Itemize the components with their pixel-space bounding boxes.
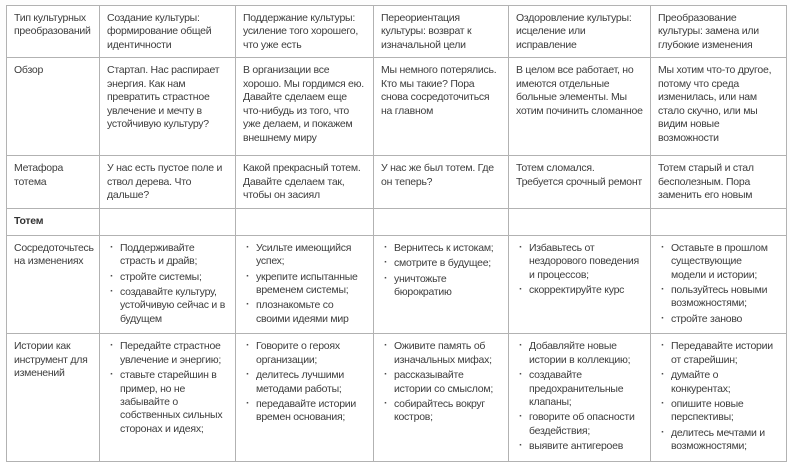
table-row [7, 235, 787, 334]
table-row [7, 156, 787, 208]
bullet-item: · Поддерживайте страсть и драйв; [120, 242, 228, 269]
bullet-item: · создавайте предохранительные клапаны; [529, 369, 643, 409]
bullet-item: · Передавайте истории от старейшин; [671, 340, 779, 367]
table-cell [100, 208, 236, 235]
table-cell [374, 235, 509, 334]
table-cell [100, 334, 236, 462]
bullet-item: · стройте системы; [120, 271, 228, 284]
bullet-list [516, 242, 643, 298]
bullet-item: · думайте о конкурентах; [671, 369, 779, 396]
row-label: Истории как инструмент для изменений [7, 334, 100, 462]
bullet-item: · Вернитесь к истокам; [394, 242, 501, 255]
bullet-item: · скорректируйте курс [529, 284, 643, 297]
column-header: Создание культуры: формирование общей идентичности [100, 6, 236, 58]
bullet-item: · пользуйтесь новыми возможностями; [671, 284, 779, 311]
bullet-item: · собирайтесь вокруг костров; [394, 398, 501, 425]
table-cell: У нас есть пустое поле и ствол дерева. Что дальше? [100, 156, 236, 208]
row-label: Сосредоточьтесь на изменениях [7, 235, 100, 334]
bullet-item: · выявите антигероев [529, 440, 643, 453]
table-cell [509, 334, 651, 462]
bullet-item: · Добавляйте новые истории в коллекцию; [529, 340, 643, 367]
row-label: Обзор [7, 58, 100, 156]
bullet-item: · передавайте истории времен основания; [256, 398, 366, 425]
bullet-item: · укрепите испытанные временем системы; [256, 271, 366, 298]
row-label: Тотем [7, 208, 100, 235]
table-cell: Тотем сломался. Требуется срочный ремонт [509, 156, 651, 208]
bullet-list [658, 242, 779, 327]
bullet-item: · делитесь лучшими методами работы; [256, 369, 366, 396]
table-cell [651, 208, 787, 235]
bullet-list [516, 340, 643, 454]
bullet-item: · Оставьте в прошлом существующие модели и истории; [671, 242, 779, 282]
table-body [7, 58, 787, 461]
table-cell [374, 334, 509, 462]
table-cell [651, 235, 787, 334]
table-cell: Стартап. Нас распирает энергия. Как нам превратить страстное увлечение и мечту в устойчивую культуру? [100, 58, 236, 156]
bullet-item: · Передайте страстное увлечение и энергию; [120, 340, 228, 367]
bullet-list [381, 340, 501, 425]
bullet-item: · уничтожьте бюрократию [394, 273, 501, 300]
column-header: Преобразование культуры: замена или глубокие изменения [651, 6, 787, 58]
bullet-item: · говорите об опасности бездействия; [529, 411, 643, 438]
table-cell: Мы хотим что-то другое, потому что среда изменилась, или нам стало скучно, или мы видим новые возможности [651, 58, 787, 156]
table-row [7, 208, 787, 235]
culture-transformations-table [6, 5, 787, 462]
bullet-list [107, 242, 228, 327]
table-cell [374, 208, 509, 235]
bullet-item: · рассказывайте истории со смыслом; [394, 369, 501, 396]
table-cell: В организации все хорошо. Мы гордимся ею. Давайте сделаем еще что-нибудь из того, что уже делаем, и покажем внешнему миру [236, 58, 374, 156]
table-row [7, 58, 787, 156]
table-cell [100, 235, 236, 334]
table-cell: Тотем старый и стал бесполезным. Пора заменить его новым [651, 156, 787, 208]
table-cell: Мы немного потерялись. Кто мы такие? Пора снова сосредоточиться на главном [374, 58, 509, 156]
column-header: Поддержание культуры: усиление того хорошего, что уже есть [236, 6, 374, 58]
table-cell [509, 235, 651, 334]
bullet-item: · ставьте старейшин в пример, но не забывайте о собственных сильных сторонах и идеях; [120, 369, 228, 436]
table-cell [651, 334, 787, 462]
column-header: Оздоровление культуры: исцеление или исправление [509, 6, 651, 58]
row-label: Метафора тотема [7, 156, 100, 208]
bullet-list [658, 340, 779, 454]
table-cell [236, 208, 374, 235]
bullet-item: · Оживите память об изначальных мифах; [394, 340, 501, 367]
table-cell: В целом все работает, но имеются отдельные больные элементы. Мы хотим починить сломанное [509, 58, 651, 156]
column-header: Переориентация культуры: возврат к изначальной цели [374, 6, 509, 58]
table-cell: Какой прекрасный тотем. Давайте сделаем так, чтобы он засиял [236, 156, 374, 208]
bullet-item: · опишите новые перспективы; [671, 398, 779, 425]
table-cell [236, 235, 374, 334]
table-head [7, 6, 787, 58]
bullet-list [107, 340, 228, 436]
bullet-item: · Усильте имеющийся успех; [256, 242, 366, 269]
bullet-item: · создавайте культуру, устойчивую сейчас и в будущем [120, 286, 228, 326]
column-header: Тип культурных преобразований [7, 6, 100, 58]
bullet-item: · плознакомьте со своими идеями мир [256, 299, 366, 326]
bullet-item: · стройте заново [671, 313, 779, 326]
bullet-list [243, 242, 366, 327]
table-row [7, 334, 787, 462]
bullet-item: · смотрите в будущее; [394, 257, 501, 270]
table-cell: У нас же был тотем. Где он теперь? [374, 156, 509, 208]
table-cell [236, 334, 374, 462]
bullet-item: · Избавьтесь от нездорового поведения и процессов; [529, 242, 643, 282]
bullet-item: · делитесь мечтами и возможностями; [671, 427, 779, 454]
bullet-list [243, 340, 366, 425]
header-row [7, 6, 787, 58]
bullet-list [381, 242, 501, 300]
bullet-item: · Говорите о героях организации; [256, 340, 366, 367]
table-cell [509, 208, 651, 235]
